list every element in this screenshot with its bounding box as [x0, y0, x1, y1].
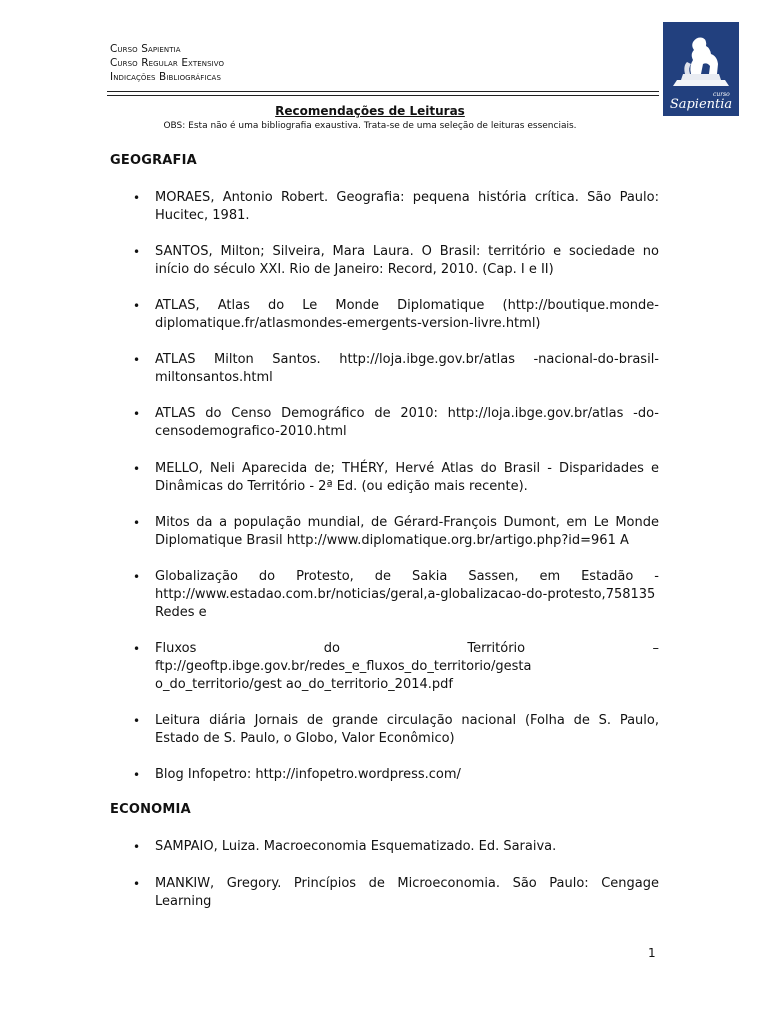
header-course-type: Curso Regular Extensivo — [110, 57, 225, 69]
bullet-icon: • — [133, 570, 141, 584]
list-item — [133, 189, 659, 225]
bullet-icon: • — [133, 714, 141, 728]
bullet-icon: • — [133, 462, 141, 476]
sapientia-logo — [663, 22, 739, 116]
logo-brand-text: Sapientia — [669, 97, 733, 112]
list-item — [133, 766, 659, 784]
logo-small-text: curso — [713, 91, 730, 98]
bullet-icon: • — [133, 642, 141, 656]
header-course-name: Curso Sapientia — [110, 43, 181, 55]
list-item — [133, 243, 659, 279]
list-item-text: Blog Infopetro: http://infopetro.wordpress.com/ — [155, 767, 461, 782]
list-item — [133, 297, 659, 333]
list-item-text: Fluxos do Território – ftp://geoftp.ibge.gov.br/redes_e_fluxos_do_territorio/gesta o_do_territorio/gest ao_do_territorio_2014.pdf — [155, 641, 659, 692]
obs-note: OBS: Esta não é uma bibliografia exaustiva. Trata-se de uma seleção de leituras essenciais. — [163, 121, 577, 131]
bullet-icon: • — [133, 407, 141, 421]
list-item — [133, 875, 659, 911]
list-item-text: ATLAS, Atlas do Le Monde Diplomatique (http://boutique.monde-diplomatique.fr/atlasmondes-emergents-version-livre.html) — [155, 298, 659, 331]
list-item — [133, 712, 659, 748]
page-number: 1 — [648, 946, 656, 960]
list-item-text: ATLAS Milton Santos. http://loja.ibge.gov.br/atlas -nacional-do-brasil-miltonsantos.html — [155, 352, 659, 385]
section-heading-geografia: GEOGRAFIA — [110, 153, 197, 168]
list-item — [133, 351, 659, 387]
page-title: Recomendações de Leituras — [275, 104, 465, 118]
list-item-text: ATLAS do Censo Demográfico de 2010: http://loja.ibge.gov.br/atlas -do-censodemografico-2010.html — [155, 406, 659, 439]
header-rule-top — [107, 91, 659, 92]
list-item — [133, 568, 659, 622]
list-item-text: SAMPAIO, Luiza. Macroeconomia Esquematizado. Ed. Saraiva. — [155, 839, 557, 854]
list-item — [133, 460, 659, 496]
list-item-text: Globalização do Protesto, de Sakia Sassen, em Estadão - http://www.estadao.com.br/noticias/geral,a-globalizacao-do-protesto,758135 Redes e — [155, 569, 659, 620]
thinker-statue-icon — [673, 38, 729, 87]
bullet-icon: • — [133, 768, 141, 782]
bullet-icon: • — [133, 245, 141, 259]
document-header — [110, 42, 224, 84]
list-item — [133, 640, 659, 694]
bullet-icon: • — [133, 299, 141, 313]
list-item-text: Leitura diária Jornais de grande circulação nacional (Folha de S. Paulo, Estado de S. Paulo, o Globo, Valor Econômico) — [155, 713, 659, 746]
bullet-icon: • — [133, 353, 141, 367]
list-item-text: Mitos da a população mundial, de Gérard-François Dumont, em Le Monde Diplomatique Brasil http://www.diplomatique.org.br/artigo.php?id=961 A — [155, 515, 659, 548]
list-item — [133, 838, 659, 856]
list-item-text: SANTOS, Milton; Silveira, Mara Laura. O Brasil: território e sociedade no início do século XXI. Rio de Janeiro: Record, 2010. (Cap. I e II) — [155, 244, 659, 277]
bullet-icon: • — [133, 191, 141, 205]
list-item — [133, 514, 659, 550]
header-doc-type: Indicações Bibliográficas — [110, 71, 221, 83]
bullet-icon: • — [133, 516, 141, 530]
list-item — [133, 405, 659, 441]
section-heading-economia: ECONOMIA — [110, 802, 191, 817]
bullet-icon: • — [133, 877, 141, 891]
bullet-icon: • — [133, 840, 141, 854]
list-item-text: MELLO, Neli Aparecida de; THÉRY, Hervé Atlas do Brasil - Disparidades e Dinâmicas do Território - 2ª Ed. (ou edição mais recente). — [155, 461, 659, 494]
header-rule-bottom — [107, 95, 659, 96]
list-item-text: MORAES, Antonio Robert. Geografia: pequena história crítica. São Paulo: Hucitec, 1981. — [155, 190, 659, 223]
list-item-text: MANKIW, Gregory. Princípios de Microeconomia. São Paulo: Cengage Learning — [155, 876, 659, 909]
